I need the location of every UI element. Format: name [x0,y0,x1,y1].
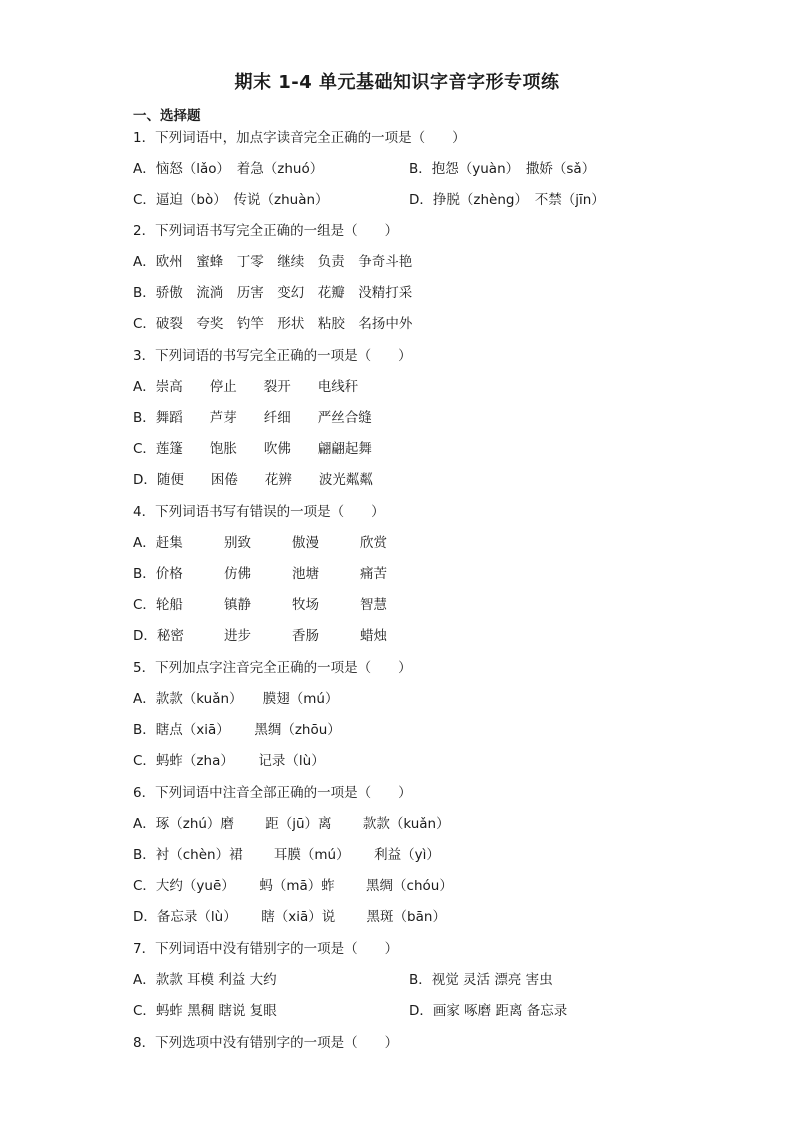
question-6-option-b: B．衬（chèn）裙 耳膜（mú） 利益（yì） [133,847,440,863]
question-6-stem: 6．下列词语中注音全部正确的一项是（ ） [133,785,412,801]
option-word: 池塘 [292,566,319,582]
option-word: 香肠 [292,628,319,644]
question-1-option-b: B．抱怨（yuàn） 撒娇（sǎ） [409,161,596,177]
question-7-option-d: D．画家 啄磨 距离 备忘录 [409,1003,568,1019]
question-3-option-a: A．崇高 停止 裂开 电线秆 [133,379,359,395]
question-7-option-b: B．视觉 灵活 漂亮 害虫 [409,972,553,988]
question-5-option-a: A．款款（kuǎn） 膜翅（mú） [133,691,339,707]
option-word: 仿佛 [224,566,251,582]
question-4-option-c [133,595,433,615]
question-2-option-a: A．欧州 蜜蜂 丁零 继续 负责 争奇斗艳 [133,254,413,270]
question-6-option-c: C．大约（yuē） 蚂（mā）蚱 黑绸（chóu） [133,878,453,894]
question-5-stem: 5．下列加点字注音完全正确的一项是（ ） [133,660,412,676]
option-word: 进步 [224,628,251,644]
question-7-row-1 [133,970,733,990]
option-word: B．价格 [133,566,183,582]
question-4-option-b [133,564,433,584]
question-7-stem: 7．下列词语中没有错别字的一项是（ ） [133,941,399,957]
question-1-stem: 1．下列词语中，加点字读音完全正确的一项是（ ） [133,130,466,146]
question-4-option-d [133,626,433,646]
option-word: 傲漫 [292,535,319,551]
option-word: 痛苦 [360,566,387,582]
question-2-stem: 2．下列词语书写完全正确的一组是（ ） [133,223,399,239]
section-heading: 一、选择题 [133,108,201,124]
option-word: 欣赏 [360,535,387,551]
option-word: A．赶集 [133,535,183,551]
question-3-option-b: B．舞蹈 芦芽 纤细 严丝合缝 [133,410,372,426]
question-7-option-a: A．款款 耳模 利益 大约 [133,972,277,988]
question-2-option-c: C．破裂 夸奖 钓竿 形状 粘胶 名扬中外 [133,316,413,332]
question-3-stem: 3．下列词语的书写完全正确的一项是（ ） [133,348,412,364]
question-6-option-a: A．琢（zhú）磨 距（jū）离 款款（kuǎn） [133,816,450,832]
question-7-row-2 [133,1001,733,1021]
page-title: 期末 1-4 单元基础知识字音字形专项练 [234,72,560,93]
question-1-row-1 [133,159,733,179]
option-word: C．轮船 [133,597,183,613]
question-4-stem: 4．下列词语书写有错误的一项是（ ） [133,504,385,520]
option-word: D．秘密 [133,628,184,644]
option-word: 智慧 [360,597,387,613]
question-1-option-d: D．挣脱（zhèng） 不禁（jīn） [409,192,605,208]
question-8-stem: 8．下列选项中没有错别字的一项是（ ） [133,1035,399,1051]
question-7-option-c: C．蚂蚱 黑稠 瞎说 复眼 [133,1003,277,1019]
question-3-option-c: C．莲篷 饱胀 吹佛 翩翩起舞 [133,441,372,457]
option-word: 别致 [224,535,251,551]
question-4-option-a [133,533,433,553]
option-word: 牧场 [292,597,319,613]
option-word: 蜡烛 [360,628,387,644]
option-word: 镇静 [224,597,251,613]
question-6-option-d: D．备忘录（lù） 瞎（xiā）说 黑斑（bān） [133,909,446,925]
question-1-option-c: C．逼迫（bò） 传说（zhuàn） [133,192,329,208]
question-1-option-a: A．恼怒（lǎo） 着急（zhuó） [133,161,324,177]
question-5-option-c: C．蚂蚱（zha） 记录（lù） [133,753,325,769]
question-1-row-2 [133,190,733,210]
question-2-option-b: B．骄傲 流淌 历害 变幻 花瓣 没精打采 [133,285,413,301]
question-3-option-d: D．随便 困倦 花辨 波光粼粼 [133,472,373,488]
question-5-option-b: B．瞎点（xiā） 黑绸（zhōu） [133,722,341,738]
